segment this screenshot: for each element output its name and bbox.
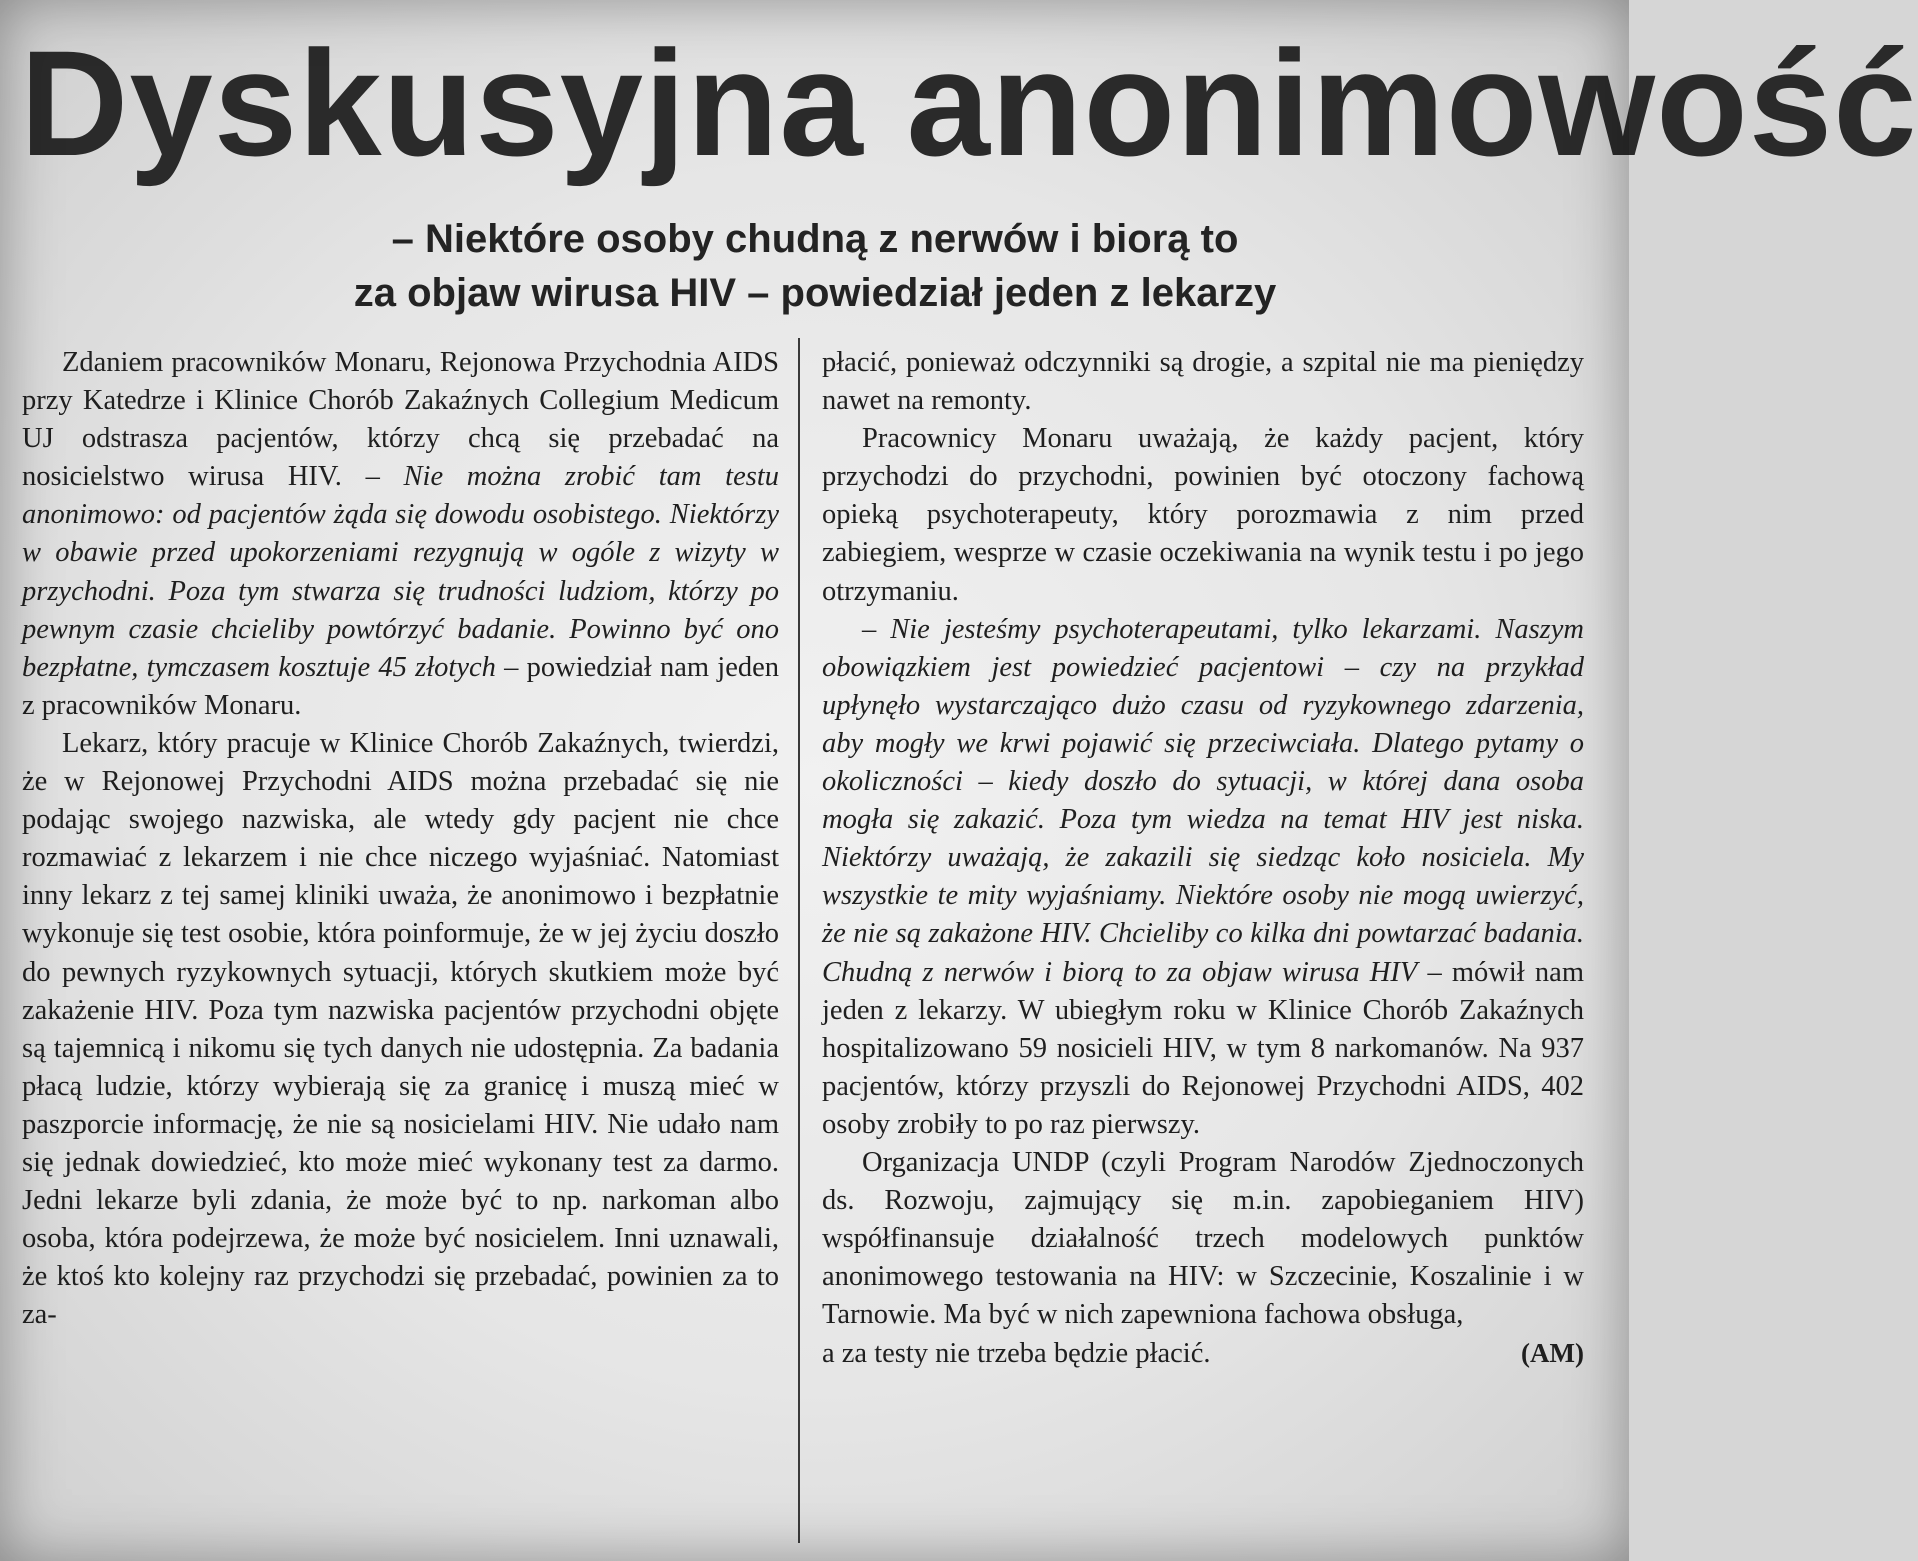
paragraph-4 xyxy=(822,611,1584,1144)
article-headline: Dyskusyjna anonimowość xyxy=(20,19,1918,187)
paragraph-2: Lekarz, który pracuje w Klinice Chorób Zakaźnych, twierdzi, że w Rejonowej Przychodni AIDS można przebadać się nie podając swojego nazwiska, ale wtedy gdy pacjent nie chce rozmawiać z lekarzem i nie chce niczego wyjaśniać. Natomiast inny lekarz z tej samej kliniki uważa, że anonimowo i bezpłatnie wykonuje się test osobie, która poinformuje, że w jej życiu doszło do pewnych ryzykownych sytuacji, których skutkiem może być zakażenie HIV. Poza tym nazwiska pacjentów przychodni objęte są tajemnicą i nikomu się tych danych nie udostępnia. Za badania płacą ludzie, którzy wybierają się za granicę i muszą mieć w paszporcie informację, że nie są nosicielami HIV. Nie udało nam się jednak dowiedzieć, kto może mieć wykonany test za darmo. Jedni lekarze byli zdania, że może być to np. narkoman albo osoba, która podejrzewa, że może być nosicielem. Inni uznawali, że ktoś kto kolejny raz przychodzi się przebadać, powinien za to za- xyxy=(22,727,779,1331)
subhead-line-1: – Niektóre osoby chudną z nerwów i biorą to xyxy=(391,217,1239,261)
paragraph-2-continued: płacić, ponieważ odczynniki są drogie, a szpital nie ma pieniędzy nawet na remonty. xyxy=(822,347,1584,417)
article-subheadline xyxy=(150,212,1480,320)
paragraph-4-quote: – Nie jesteśmy psychoterapeutami, tylko lekarzami. Naszym obowiązkiem jest powiedzieć pacjentowi – czy na przykład upłynęło wystarczająco dużo czasu od ryzykownego zdarzenia, aby mogły we krwi pojawić się przeciwciała. Dlatego pytamy o okoliczności – kiedy doszło do sytuacji, w której dana osoba mogła się zakazić. Poza tym wiedza na temat HIV jest niska. Niektórzy uważają, że zakazili się siedząc koło nosiciela. My wszystkie te mity wyjaśniamy. Niektóre osoby nie mogą uwierzyć, że nie są zakażone HIV. Chcieliby co kilka dni powtarzać badania. Chudną z nerwów i biorą to za objaw wirusa HIV xyxy=(822,613,1584,988)
paragraph-1 xyxy=(22,344,779,725)
author-signature: (AM) xyxy=(1521,1338,1584,1369)
paragraph-1-text: Zdaniem pracowników Monaru, Rejonowa Przychodnia AIDS przy Katedrze i Klinice Chorób Zakaźnych Collegium Medicum UJ odstrasza pacjentów, którzy chcą się przebadać na nosicielstwo wirusa HIV. xyxy=(22,347,779,493)
closing-line xyxy=(822,1334,1584,1373)
article-left-column xyxy=(22,344,779,1334)
paragraph-5-last-line: a za testy nie trzeba będzie płacić. xyxy=(822,1338,1211,1370)
paragraph-4-text: – mówił nam jeden z lekarzy. W ubiegłym roku w Klinice Chorób Zakaźnych hospitalizowano 59 nosicieli HIV, w tym 8 narkomanów. Na 937 pacjentów, którzy przyszli do Rejonowej Przychodni AIDS, 402 osoby zrobiły to po raz pierwszy. xyxy=(822,956,1584,1140)
paragraph-1-quote: – Nie można zrobić tam testu anonimowo: od pacjentów żąda się dowodu osobistego. Niektórzy w obawie przed upokorzeniami rezygnują w ogóle z wizyty w przychodni. Poza tym stwarza się trudności ludziom, którzy po pewnym czasie chcieliby powtórzyć badanie. Powinno być ono bezpłatne, tymczasem kosztuje 45 złotych xyxy=(22,461,779,683)
paragraph-5: Organizacja UNDP (czyli Program Narodów Zjednoczonych ds. Rozwoju, zajmujący się m.in. zapobieganiem HIV) współfinansuje działalność trzech modelowych punktów anonimowego testowania na HIV: w Szczecinie, Koszalinie i w Tarnowie. Ma być w nich zapewniona fachowa obsługa, xyxy=(822,1146,1584,1331)
column-divider xyxy=(798,338,800,1543)
subhead-line-2: za objaw wirusa HIV – powiedział jeden z lekarzy xyxy=(353,271,1277,315)
article-right-column xyxy=(822,344,1584,1374)
paragraph-3: Pracownicy Monaru uważają, że każdy pacjent, który przychodzi do przychodni, powinien być otoczony fachową opieką psychoterapeuty, który porozmawia z nim przed zabiegiem, wesprze w czasie oczekiwania na wynik testu i po jego otrzymaniu. xyxy=(822,423,1584,607)
paragraph-1-attribution: – powiedział nam jeden z pracowników Monaru. xyxy=(22,651,779,721)
